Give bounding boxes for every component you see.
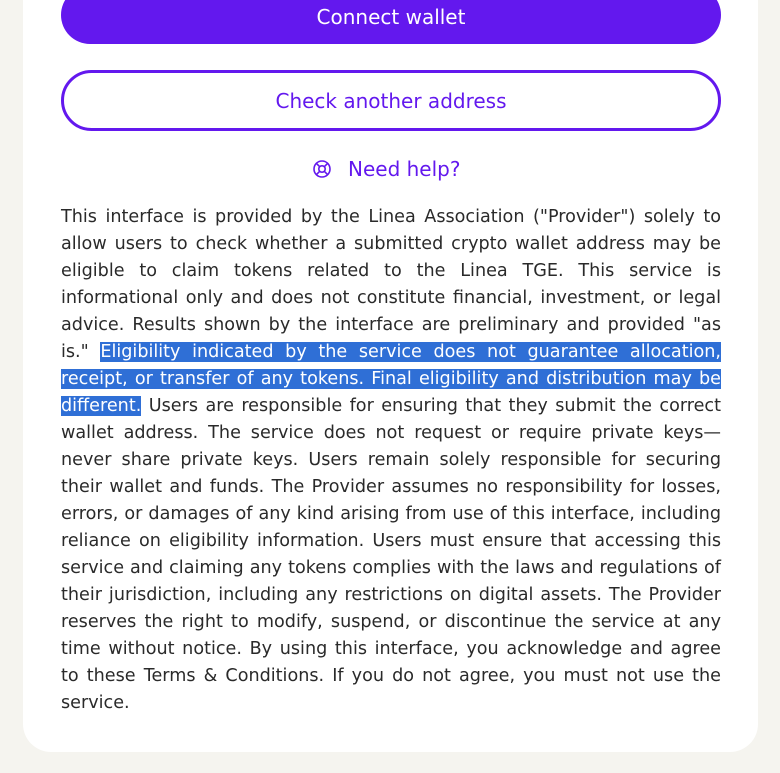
check-another-address-label: Check another address	[275, 88, 507, 113]
need-help-label: Need help?	[348, 157, 461, 181]
connect-wallet-label: Connect wallet	[316, 4, 466, 29]
terms-and-conditions-text	[61, 204, 721, 717]
terms-text-selected: Eligibility indicated by the service does not guarantee allocation, receipt, or transfer of any tokens. Final eligibility and distribution may be different.	[61, 342, 721, 416]
need-help-link[interactable]	[312, 155, 460, 183]
terms-text-part-2: Users are responsible for ensuring that they submit the correct wallet address. The service does not request or require private keys—never share private keys. Users remain solely responsible for securing their wallet and funds. The Provider assumes no responsibility for losses, errors, or damages of any kind arising from use of this interface, including reliance on eligibility information. Users must ensure that accessing this service and claiming any tokens complies with the laws and regulations of their jurisdiction, including any restrictions on digital assets. The Provider reserves the right to modify, suspend, or discontinue the service at any time without notice. By using this interface, you acknowledge and agree to these Terms & Conditions. If you do not agree, you must not use the service.	[61, 396, 721, 713]
connect-wallet-button[interactable]	[61, 0, 721, 44]
lifebuoy-icon	[312, 159, 332, 179]
check-another-address-button[interactable]	[61, 70, 721, 131]
terms-text-part-1: This interface is provided by the Linea Association ("Provider") solely to allow users to check whether a submitted crypto wallet address may be eligible to claim tokens related to the Linea TGE. This service is informational only and does not constitute financial, investment, or legal advice. Results shown by the interface are preliminary and provided "as is."	[61, 207, 721, 362]
